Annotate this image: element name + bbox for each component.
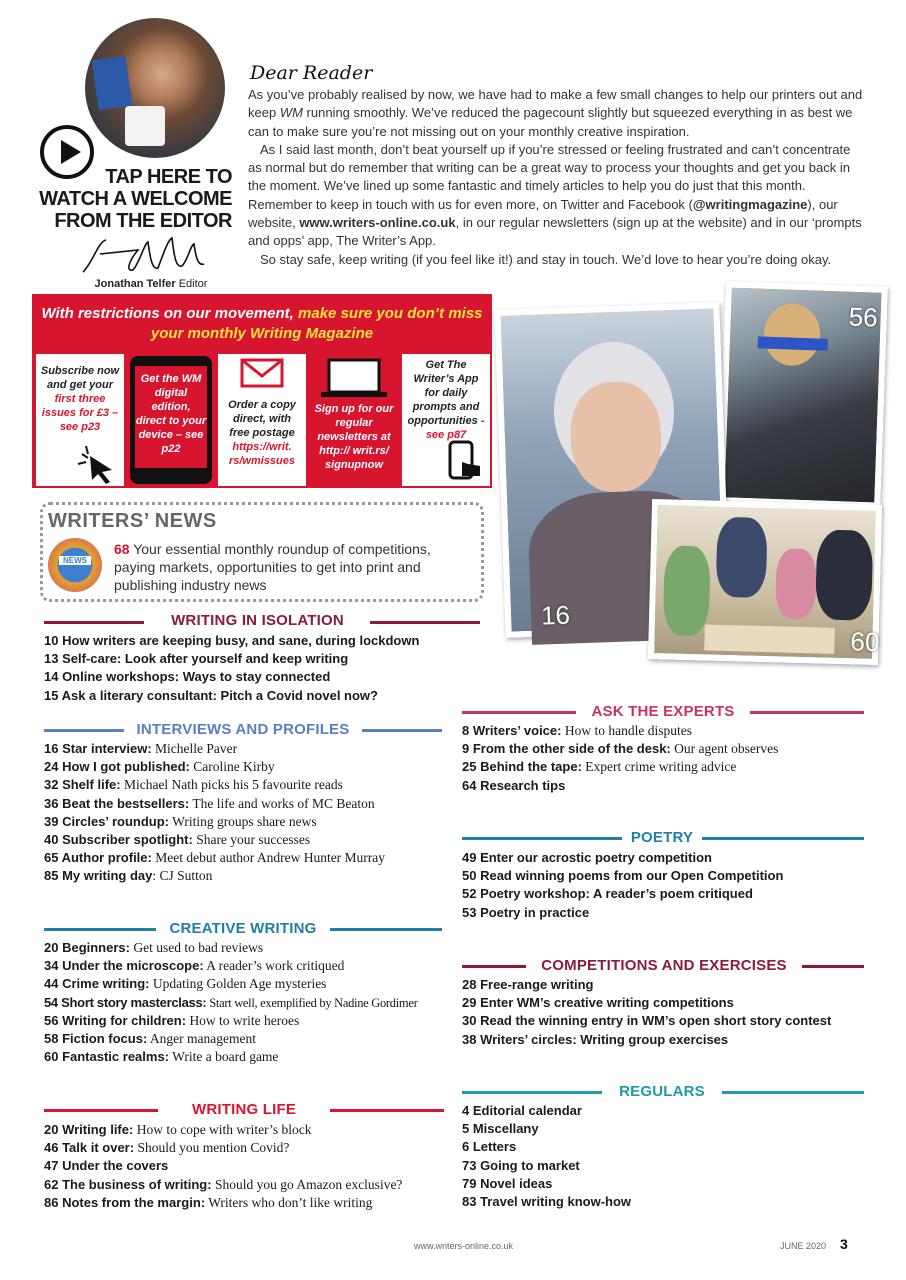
- section-rule: [722, 1091, 864, 1094]
- phone-tap-icon: [446, 440, 486, 482]
- toc-item[interactable]: 24 How I got published: Caroline Kirby: [44, 759, 275, 775]
- footer-date: JUNE 2020: [780, 1241, 827, 1251]
- toc-item[interactable]: 83 Travel writing know-how: [462, 1194, 632, 1210]
- editor-photo: [85, 18, 225, 158]
- toc-item[interactable]: 29 Enter WM’s creative writing competitions: [462, 995, 734, 1011]
- toc-item[interactable]: 28 Free-range writing: [462, 977, 594, 992]
- toc-item[interactable]: 85 My writing day: CJ Sutton: [44, 868, 213, 884]
- section-rule: [362, 729, 442, 732]
- letter-paragraph: So stay safe, keep writing (if you feel like it!) and stay in touch. We’d love to hear you’re doing okay.: [260, 251, 832, 267]
- page-number-label: 16: [540, 599, 571, 631]
- experts-list: [462, 722, 872, 795]
- section-rule: [462, 711, 576, 714]
- toc-item[interactable]: 52 Poetry workshop: A reader’s poem critiqued: [462, 886, 753, 902]
- toc-item[interactable]: 25 Behind the tape: Expert crime writing advice: [462, 759, 737, 775]
- life-list: [44, 1121, 459, 1212]
- writers-app-offer[interactable]: Get The Writer’s App for daily prompts and opportunities - see p87: [402, 354, 490, 486]
- section-title-competitions: COMPETITIONS AND EXERCISES: [541, 957, 787, 974]
- section-rule: [44, 621, 144, 624]
- laptop-icon: [319, 358, 389, 398]
- letter-paragraph: As I said last month, don’t beat yourself up if you’re stressed or feeling frustrated and can’t concentrate as normal but do remember that writing can be a great way to process your thoughts and get you back in the moment. We’ve lined up some fantastic and timely articles to help you do just that this month. Remember to keep in touch with us for even more, on Twitter and Facebook (@writingmagazine), our website, www.writers-online.co.uk, in our regular newsletters (sign up at the website) and in our ‘prompts and opps’ app, The Writer’s App.: [248, 141, 862, 249]
- subscribe-offer[interactable]: Subscribe now and get your first three issues for £3 – see p23: [36, 354, 124, 486]
- footer-url[interactable]: www.writers-online.co.uk: [414, 1241, 514, 1251]
- toc-item[interactable]: 58 Fiction focus: Anger management: [44, 1031, 257, 1047]
- section-title-life: WRITING LIFE: [191, 1101, 297, 1118]
- section-rule: [462, 1091, 602, 1094]
- section-rule: [702, 837, 864, 840]
- writers-news-title: WRITERS’ NEWS: [48, 510, 217, 532]
- photo-boy-superhero: [718, 281, 888, 509]
- toc-item[interactable]: 14 Online workshops: Ways to stay connected: [44, 669, 331, 685]
- page-number-label: 56: [848, 301, 879, 333]
- facebook-handle[interactable]: @writingmagazine: [692, 196, 808, 212]
- toc-item[interactable]: 20 Beginners: Get used to bad reviews: [44, 940, 264, 955]
- toc-item[interactable]: 39 Circles’ roundup: Writing groups share news: [44, 813, 317, 829]
- toc-item[interactable]: 56 Writing for children: How to write heroes: [44, 1012, 300, 1028]
- toc-item[interactable]: 60 Fantastic realms: Write a board game: [44, 1049, 279, 1065]
- page-number-label: 60: [850, 626, 880, 658]
- newsletter-offer[interactable]: Sign up for our regular newsletters at http:// writ.rs/ signupnow: [308, 354, 400, 486]
- toc-item[interactable]: 8 Writers’ voice: How to handle disputes: [462, 723, 692, 738]
- toc-item[interactable]: 62 The business of writing: Should you go Amazon exclusive?: [44, 1176, 403, 1192]
- section-title-interviews: INTERVIEWS AND PROFILES: [136, 721, 350, 738]
- toc-item[interactable]: 79 Novel ideas: [462, 1175, 553, 1191]
- editor-signature-image: [78, 232, 208, 280]
- section-title-poetry: POETRY: [630, 829, 694, 846]
- editor-credit: Jonathan Telfer Editor: [94, 278, 208, 290]
- toc-item[interactable]: 20 Writing life: How to cope with writer’s block: [44, 1122, 312, 1137]
- letter-salutation: Dear Reader: [250, 62, 373, 84]
- toc-item[interactable]: 34 Under the microscope: A reader’s work critiqued: [44, 958, 345, 974]
- toc-item[interactable]: 50 Read winning poems from our Open Competition: [462, 868, 784, 884]
- toc-item[interactable]: 16 Star interview: Michelle Paver: [44, 741, 238, 756]
- toc-item[interactable]: 32 Shelf life: Michael Nath picks his 5 favourite reads: [44, 777, 343, 793]
- section-rule: [462, 965, 526, 968]
- section-title-regulars: REGULARS: [619, 1083, 705, 1100]
- mug-in-photo: [125, 106, 165, 146]
- watch-welcome-link[interactable]: TAP HERE TO WATCH A WELCOME FROM THE EDITOR: [39, 166, 232, 232]
- poetry-list: [462, 849, 872, 922]
- toc-item[interactable]: 40 Subscriber spotlight: Share your successes: [44, 832, 311, 848]
- creative-list: [44, 939, 459, 1066]
- toc-item[interactable]: 36 Beat the bestsellers: The life and works of MC Beaton: [44, 795, 375, 811]
- section-rule: [330, 928, 442, 931]
- news-icon: NEWS: [48, 538, 102, 592]
- section-rule: [750, 711, 864, 714]
- section-title-creative: CREATIVE WRITING: [169, 920, 317, 937]
- toc-item[interactable]: 13 Self-care: Look after yourself and keep writing: [44, 651, 349, 667]
- toc-item[interactable]: 46 Talk it over: Should you mention Covid?: [44, 1140, 290, 1156]
- promo-box: [32, 294, 492, 488]
- website-link[interactable]: www.writers-online.co.uk: [299, 215, 456, 231]
- toc-item[interactable]: 65 Author profile: Meet debut author Andrew Hunter Murray: [44, 850, 386, 866]
- magazine-in-photo: [92, 56, 133, 110]
- toc-item[interactable]: 53 Poetry in practice: [462, 904, 590, 920]
- digital-edition-offer[interactable]: Get the WM digital edition, direct to your device – see p22: [126, 354, 216, 486]
- editor-letter: [248, 86, 863, 269]
- toc-item[interactable]: 49 Enter our acrostic poetry competition: [462, 850, 712, 865]
- section-rule: [44, 1109, 158, 1112]
- promo-heading: With restrictions on our movement, make sure you don’t miss your monthly Writing Magazine: [41, 305, 483, 342]
- toc-item[interactable]: 73 Going to market: [462, 1157, 580, 1173]
- toc-item[interactable]: 10 How writers are keeping busy, and sane, during lockdown: [44, 633, 420, 648]
- toc-item[interactable]: 4 Editorial calendar: [462, 1103, 582, 1118]
- section-rule: [44, 729, 124, 732]
- toc-item[interactable]: 5 Miscellany: [462, 1121, 539, 1137]
- order-copy-offer[interactable]: Order a copy direct, with free postage https://writ. rs/wmissues: [218, 354, 306, 486]
- page-number: 3: [840, 1236, 848, 1252]
- section-rule: [330, 1109, 444, 1112]
- photo-family-board-game: [648, 499, 882, 665]
- toc-item[interactable]: 86 Notes from the margin: Writers who don’t like writing: [44, 1194, 373, 1210]
- section-title-experts: ASK THE EXPERTS: [591, 703, 735, 720]
- isolation-list: [44, 632, 464, 705]
- regulars-list: [462, 1102, 872, 1211]
- interviews-list: [44, 740, 454, 886]
- toc-item[interactable]: 47 Under the covers: [44, 1158, 169, 1174]
- toc-item[interactable]: 15 Ask a literary consultant: Pitch a Covid novel now?: [44, 687, 378, 703]
- toc-item[interactable]: 9 From the other side of the desk: Our agent observes: [462, 741, 779, 757]
- cursor-icon: [76, 444, 120, 484]
- toc-item[interactable]: 64 Research tips: [462, 777, 566, 793]
- section-rule: [802, 965, 864, 968]
- toc-item[interactable]: 54 Short story masterclass: Start well, exemplified by Nadine Gordimer: [44, 994, 418, 1010]
- section-rule: [462, 837, 622, 840]
- section-title-isolation: WRITING IN ISOLATION: [171, 612, 344, 629]
- envelope-icon: [240, 358, 284, 388]
- section-rule: [44, 928, 156, 931]
- toc-item[interactable]: 38 Writers’ circles: Writing group exercises: [462, 1031, 729, 1047]
- toc-item[interactable]: 30 Read the winning entry in WM’s open short story contest: [462, 1013, 832, 1029]
- toc-item[interactable]: 44 Crime writing: Updating Golden Age mysteries: [44, 976, 327, 992]
- toc-item[interactable]: 6 Letters: [462, 1139, 517, 1155]
- writers-news-text[interactable]: 68 Your essential monthly roundup of competitions, paying markets, opportunities to get into print and publishing industry news: [114, 541, 431, 593]
- competitions-list: [462, 976, 872, 1049]
- letter-paragraph: As you’ve probably realised by now, we have had to make a few small changes to help our printers out and keep WM running smoothly. We’ve reduced the pagecount slightly but squeezed everything in as best we can to make sure you’re not missing out on your monthly creative inspiration.: [248, 87, 863, 139]
- section-rule: [370, 621, 480, 624]
